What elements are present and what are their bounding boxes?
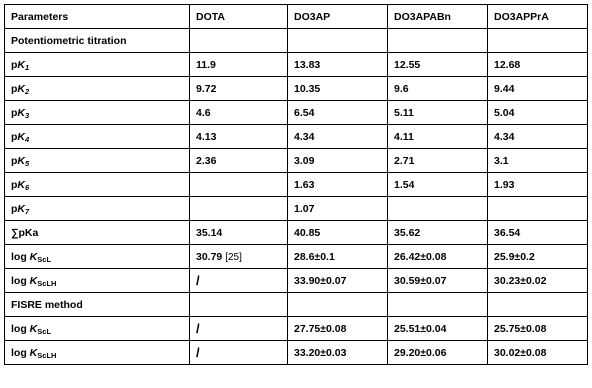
cell: 9.6 bbox=[388, 77, 488, 101]
row-label-pk5: pK5 bbox=[5, 149, 190, 173]
cell: 30.02±0.08 bbox=[488, 341, 588, 365]
table-row bbox=[5, 149, 588, 173]
parameters-table bbox=[4, 4, 588, 365]
cell: 40.85 bbox=[288, 221, 388, 245]
header-do3ap: DO3AP bbox=[288, 5, 388, 29]
table-row bbox=[5, 101, 588, 125]
row-label-sum-pka: ∑pKa bbox=[5, 221, 190, 245]
row-label-pk1: pK1 bbox=[5, 53, 190, 77]
row-label-logk-sclh: log KScLH bbox=[5, 341, 190, 365]
row-label-pk7: pK7 bbox=[5, 197, 190, 221]
cell: 1.54 bbox=[388, 173, 488, 197]
cell: 3.09 bbox=[288, 149, 388, 173]
cell: 3.1 bbox=[488, 149, 588, 173]
cell: 27.75±0.08 bbox=[288, 317, 388, 341]
cell: 35.62 bbox=[388, 221, 488, 245]
row-label-pk6: pK6 bbox=[5, 173, 190, 197]
cell: 9.72 bbox=[190, 77, 288, 101]
cell: 25.75±0.08 bbox=[488, 317, 588, 341]
cell: 2.36 bbox=[190, 149, 288, 173]
header-do3apabn: DO3APABn bbox=[388, 5, 488, 29]
cell: 6.54 bbox=[288, 101, 388, 125]
cell: 4.6 bbox=[190, 101, 288, 125]
table-row bbox=[5, 221, 588, 245]
cell: 2.71 bbox=[388, 149, 488, 173]
table-row bbox=[5, 269, 588, 293]
row-label-pk2: pK2 bbox=[5, 77, 190, 101]
cell: 1.93 bbox=[488, 173, 588, 197]
section-fisre-method: FISRE method bbox=[5, 293, 190, 317]
cell: 36.54 bbox=[488, 221, 588, 245]
section-row bbox=[5, 293, 588, 317]
table-row bbox=[5, 173, 588, 197]
cell: 12.55 bbox=[388, 53, 488, 77]
cell: 26.42±0.08 bbox=[388, 245, 488, 269]
row-label-logk-scl: log KScL bbox=[5, 245, 190, 269]
row-label-pk3: pK3 bbox=[5, 101, 190, 125]
cell: 25.9±0.2 bbox=[488, 245, 588, 269]
cell: 13.83 bbox=[288, 53, 388, 77]
header-do3apppra: DO3APPrA bbox=[488, 5, 588, 29]
table-row bbox=[5, 125, 588, 149]
cell bbox=[388, 197, 488, 221]
row-label-logk-scl: log KScL bbox=[5, 317, 190, 341]
cell: 10.35 bbox=[288, 77, 388, 101]
cell: 4.11 bbox=[388, 125, 488, 149]
cell: 9.44 bbox=[488, 77, 588, 101]
cell: 4.13 bbox=[190, 125, 288, 149]
row-label-pk4: pK4 bbox=[5, 125, 190, 149]
cell: 30.79 [25] bbox=[190, 245, 288, 269]
table-row bbox=[5, 197, 588, 221]
table-row bbox=[5, 245, 588, 269]
cell: 5.11 bbox=[388, 101, 488, 125]
cell: 28.6±0.1 bbox=[288, 245, 388, 269]
header-row bbox=[5, 5, 588, 29]
table-row bbox=[5, 53, 588, 77]
cell: 4.34 bbox=[288, 125, 388, 149]
cell: 30.59±0.07 bbox=[388, 269, 488, 293]
cell: 29.20±0.06 bbox=[388, 341, 488, 365]
cell: / bbox=[190, 317, 288, 341]
cell: 1.07 bbox=[288, 197, 388, 221]
citation-reference: [25] bbox=[225, 251, 242, 263]
cell: / bbox=[190, 269, 288, 293]
cell: 33.90±0.07 bbox=[288, 269, 388, 293]
section-potentiometric-titration: Potentiometric titration bbox=[5, 29, 190, 53]
cell: 12.68 bbox=[488, 53, 588, 77]
cell: 4.34 bbox=[488, 125, 588, 149]
section-row bbox=[5, 29, 588, 53]
cell: 5.04 bbox=[488, 101, 588, 125]
row-label-logk-sclh: log KScLH bbox=[5, 269, 190, 293]
cell: 30.23±0.02 bbox=[488, 269, 588, 293]
cell: 11.9 bbox=[190, 53, 288, 77]
cell: 25.51±0.04 bbox=[388, 317, 488, 341]
cell: 35.14 bbox=[190, 221, 288, 245]
cell: 1.63 bbox=[288, 173, 388, 197]
table-row bbox=[5, 317, 588, 341]
table-row bbox=[5, 77, 588, 101]
header-parameters: Parameters bbox=[5, 5, 190, 29]
cell: 33.20±0.03 bbox=[288, 341, 388, 365]
cell bbox=[190, 173, 288, 197]
table-row bbox=[5, 341, 588, 365]
header-dota: DOTA bbox=[190, 5, 288, 29]
cell bbox=[488, 197, 588, 221]
cell: / bbox=[190, 341, 288, 365]
cell bbox=[190, 197, 288, 221]
